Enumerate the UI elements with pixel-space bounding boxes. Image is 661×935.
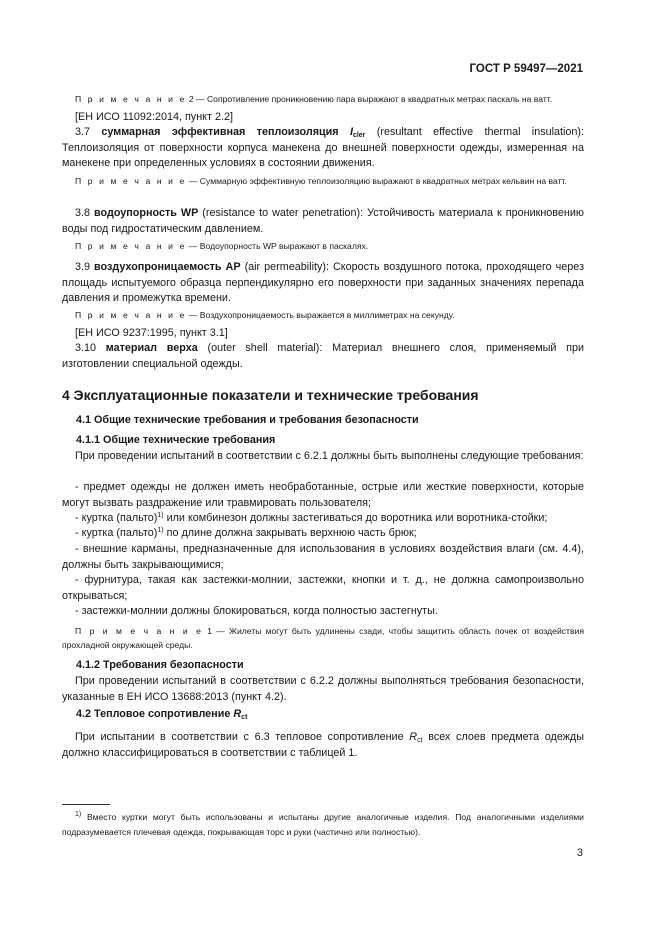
- note-number: 2: [188, 94, 194, 104]
- requirement-text: по длине должна закрывать верхнюю часть брюк;: [166, 527, 417, 539]
- term-number: 3.8: [75, 207, 91, 219]
- term-3-10: [62, 341, 584, 372]
- thermal-resistance-symbol: R: [409, 731, 418, 743]
- section-4-1-1-intro: При проведении испытаний в соответствии с 6.2.1 должны быть выполнены следующие требования:: [75, 450, 584, 462]
- term-number: 3.7: [75, 126, 91, 138]
- note-label: П р и м е ч а н и е: [75, 626, 203, 636]
- term-symbol: I: [349, 126, 353, 138]
- note-number: 1: [207, 626, 212, 636]
- thermal-resistance-subscript: ct: [417, 737, 423, 744]
- footnote: [62, 810, 584, 839]
- section-4-1-1-heading: 4.1.1 Общие технические требования: [76, 434, 276, 446]
- note-text: — Суммарную эффективную теплоизоляцию выражают в квадратных метрах кельвин на ватт.: [188, 176, 567, 186]
- reference-iso-11092: [ЕН ИСО 11092:2014, пункт 2.2]: [75, 111, 233, 123]
- term-number: 3.10: [75, 342, 97, 354]
- document-id: ГОСТ Р 59497—2021: [469, 63, 583, 75]
- note-label: П р и м е ч а н и е: [75, 241, 187, 251]
- term-title: воздухопроницаемость AP: [94, 261, 241, 273]
- requirement-item: - застежки-молнии должны блокироваться, когда полностью застегнуты.: [75, 605, 438, 617]
- term-3-8: [62, 206, 584, 237]
- thermal-resistance-symbol: R: [233, 708, 242, 720]
- section-4-2-text-end: всех слоев предмета одежды должно классифицироваться в соответствии с таблицей 1.: [62, 731, 584, 759]
- note-label: П р и м е ч а н и е: [75, 176, 187, 186]
- section-4-2-text: [62, 730, 584, 761]
- term-definition: (resistance to water penetration): Устойчивость материала к проникновению воды под гидростатическим давлением.: [62, 207, 585, 235]
- thermal-resistance-subscript: ct: [241, 714, 248, 721]
- requirement-item: [62, 526, 584, 542]
- section-4-1-heading: 4.1 Общие технические требования и требования безопасности: [76, 414, 419, 426]
- footnote-divider: [62, 804, 110, 805]
- term-symbol-subscript: cler: [352, 132, 366, 139]
- note-text: — Жилеты могут быть удлинены сзади, чтобы защитить область почек от воздействия прохладной окружающей среды.: [62, 626, 584, 650]
- section-4-heading: 4 Эксплуатационные показатели и технические требования: [62, 387, 479, 403]
- note-vapor-resistance: [62, 92, 584, 106]
- section-4-1-2-heading: 4.1.2 Требования безопасности: [76, 659, 244, 671]
- requirement-item: - фурнитура, такая как застежки-молнии, застежки, кнопки и т. д., не должна самопроизвольно открываться;: [62, 574, 584, 602]
- section-4-2-text-start: При испытании в соответствии с 6.3 тепловое сопротивление: [75, 731, 404, 743]
- section-4-1-2-text: При проведении испытаний в соответствии с 6.2.2 должны выполняться требования безопасности, указанные в ЕН ИСО 13688:2013 (пункт 4.2).: [62, 675, 584, 703]
- footnote-ref: 1): [157, 527, 164, 534]
- note-label: П р и м е ч а н и е: [75, 94, 187, 104]
- section-4-2-title: 4.2 Тепловое сопротивление: [76, 708, 231, 720]
- requirement-item: [62, 511, 584, 527]
- term-3-9: [62, 260, 584, 307]
- term-title: суммарная эффективная теплоизоляция: [101, 126, 339, 138]
- requirement-item: - внешние карманы, предназначенные для использования в условиях воздействия влаги (см. 4.4), должны быть закрывающимися;: [62, 543, 584, 571]
- note-text: — Сопротивление проникновению пара выражают в квадратных метрах паскаль на ватт.: [195, 94, 553, 104]
- note-water-penetration: [62, 239, 584, 253]
- footnote-ref: 1): [157, 512, 164, 519]
- term-definition: (air permeability): Скорость воздушного потока, проходящего через площадь испытуемого образца перпендикулярно его поверхности при заданных значениях перепада давления и промежутка времени.: [62, 261, 585, 304]
- requirement-text: - куртка (пальто): [75, 512, 158, 524]
- footnote-text: Вместо куртки могут быть использованы и испытаны другие аналогичные изделия. Под аналогичными изделиями подразумевается плечевая одежда, покрывающая торс и руки (частично или полностью).: [62, 812, 584, 837]
- term-definition: (outer shell material): Материал внешнего слоя, применяемый при изготовлении специальной одежды.: [62, 342, 585, 370]
- note-text: — Воздухопроницаемость выражается в миллиметрах на секунду.: [188, 310, 455, 320]
- requirement-text: или комбинезон должны застегиваться до воротника или воротника-стойки;: [166, 512, 548, 524]
- term-title: материал верха: [105, 342, 198, 354]
- reference-iso-9237: [ЕН ИСО 9237:1995, пункт 3.1]: [75, 327, 228, 339]
- term-3-7: [62, 125, 584, 172]
- footnote-mark: 1): [75, 811, 82, 818]
- requirement-item: - предмет одежды не должен иметь необработанные, острые или жесткие поверхности, которые могут вызвать раздражение или травмировать пользователя;: [62, 481, 584, 509]
- note-text: — Водоупорность WP выражают в паскалях.: [188, 241, 369, 251]
- note-vests: [62, 624, 584, 652]
- section-4-2-heading: [76, 708, 247, 720]
- note-air-permeability: [62, 308, 584, 322]
- term-title: водоупорность WP: [94, 207, 199, 219]
- note-label: П р и м е ч а н и е: [75, 310, 187, 320]
- note-thermal-insulation: [62, 174, 584, 188]
- page-number: 3: [576, 847, 583, 859]
- term-number: 3.9: [75, 261, 91, 273]
- requirement-text: - куртка (пальто): [75, 527, 158, 539]
- term-definition: (resultant effective thermal insulation): Теплоизоляция от поверхности корпуса манекена до внешней поверхности одежды, измеренная на манекене при определенных условиях в состоянии движения.: [62, 126, 585, 169]
